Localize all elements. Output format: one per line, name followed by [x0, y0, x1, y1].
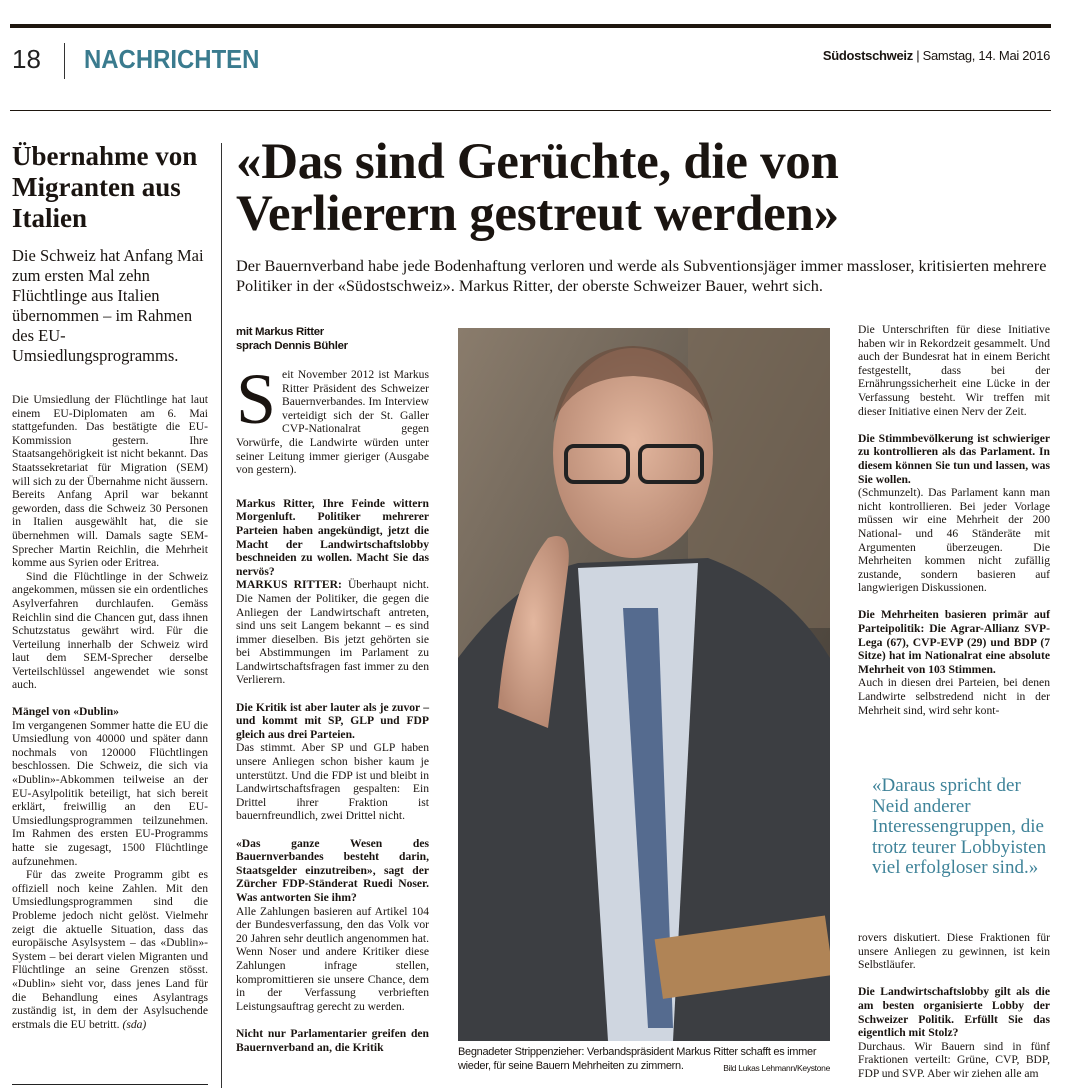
top-rule: [10, 24, 1051, 28]
lead-paragraph: [236, 359, 429, 477]
article-body-col1: [236, 359, 429, 1054]
sidebar-subhead: Mängel von «Dublin»: [12, 705, 119, 719]
answer: (Schmunzelt). Das Parlament kann man nicht kontrollieren. Bei jeder Vorlage müssen wir eine Mehrheit der 200 National- und 46 Ständeräte mit Argumenten überzeugen. Die Mehrheiten kommen nicht zufällig zustande, sondern basieren auf langwierigen Diskussionen.: [858, 486, 1050, 595]
byline: [236, 325, 348, 353]
header-rule: [10, 110, 1051, 111]
paragraph-text: Für das zweite Programm gibt es offiziell noch keine Zahlen. Mit den Umsiedlungsprogrammen sind die Probleme jedoch nicht gelöst. Vielmehr zeigt die aktuelle Situation, dass das europäische Asylsystem – das «Dublin»-System – bei derart vielen Migranten und Flüchtlinge an seine Grenzen stösst. «Dublin» sieht vor, dass jenes Land für die Behandlung eines Asylantrags zuständig ist, in dem der Asylsuchende erstmals die EU betritt.: [12, 868, 208, 1031]
question: Nicht nur Parlamentarier greifen den Bauernverband an, die Kritik: [236, 1026, 429, 1054]
answer: [236, 578, 429, 687]
sidebar-foot-rule: [12, 1084, 208, 1085]
page-number: 18: [12, 44, 41, 74]
pull-quote: «Daraus spricht der Neid anderer Interessengruppen, die trotz teurer Lobbyisten viel erfolgloser sind.»: [872, 775, 1047, 879]
masthead: Südostschweiz | Samstag, 14. Mai 2016: [822, 48, 1050, 63]
article-headline: «Das sind Gerüchte, die von Verlierern gestreut werden»: [236, 134, 839, 242]
lead-text: eit November 2012 ist Markus Ritter Präsident des Schweizer Bauernverbandes. Im Interview verteidigt sich der St. Galler CVP-Nationalrat gegen Vorwürfe, die Landwirte würden unter seiner Leitung immer gieriger (Ausgabe von gestern).: [236, 368, 429, 477]
paragraph: Die Umsiedlung der Flüchtlinge hat laut einem EU-Diplomaten am 6. Mai stattgefunden. Das bestätigte die EU-Kommission gestern. Ihre Staatsangehörigkeit ist nicht bekannt. Das Staatssekretariat für Migration (SEM) will sich zu der Übernahme nicht äussern. Bereits Anfang April war bekannt geworden, dass die Schweiz 30 Personen in Italien ausgewählt hat, die sie übernehmen will. Damals sagte SEM-Sprecher Martin Reichlin, die Mehrheit komme aus Syrien oder Eritrea.: [12, 393, 208, 570]
question: Markus Ritter, Ihre Feinde wittern Morgenluft. Politiker mehrerer Parteien haben angekündigt, jetzt die Macht der Landwirtschaftslobby beschneiden zu wollen. Macht Sie das nervös?: [236, 496, 429, 578]
paragraph: Im vergangenen Sommer hatte die EU die Umsiedlung von 40000 und später dann nochmals von 120000 Flüchtlingen beschlossen. Die Schweiz, die sich via «Dublin»-Abkommen teilweise an der EU-Asylpolitik beteiligt, hat sich bereit erklärt, freiwillig an den EU-Umsiedlungsprogrammen teilzunehmen. Im Rahmen des ersten EU-Programms hatte sie zugesagt, 1500 Flüchtlinge aufzunehmen.: [12, 718, 208, 868]
answer: Auch in diesen drei Parteien, bei denen Landwirte selbstredend nicht in der Mehrheit sind, wird sehr kont-: [858, 676, 1050, 717]
question: Die Kritik ist aber lauter als je zuvor – und kommt mit SP, GLP und FDP gleich aus drei Parteien.: [236, 700, 429, 741]
column-rule: [221, 143, 222, 1088]
question: Die Mehrheiten basieren primär auf Parteipolitik: Die Agrar-Allianz SVP-Lega (67), CVP-EVP (29) und BDP (7 Sitze) hat im Nationalrat eine absolute Mehrheit von 103 Stimmen.: [858, 608, 1050, 676]
section-title: NACHRICHTEN: [84, 44, 260, 74]
photo-caption: [458, 1045, 830, 1075]
sidebar-body: [12, 393, 208, 1031]
photo-portrait: [458, 328, 830, 1041]
answer: Die Unterschriften für diese Initiative haben wir in Rekordzeit gesammelt. Und auch der Bundesrat hat in einem Bericht festgestellt, dass bei der Ernährungssicherheit eine Lücke in der Verfassung besteht. Wir treffen mit dieser Initiative einen Nerv der Zeit.: [858, 323, 1050, 418]
dropcap: S: [236, 359, 277, 439]
publication-name: Südostschweiz: [822, 48, 913, 63]
sidebar-intro: Die Schweiz hat Anfang Mai zum ersten Mal zehn Flüchtlinge aus Italien übernommen – im Rahmen des EU-Umsiedlungsprogramms.: [12, 246, 204, 365]
question: «Das ganze Wesen des Bauernverbandes besteht darin, Staatsgelder einzutreiben», sagt der Zürcher FDP-Ständerat Ruedi Noser. Was antworten Sie ihm?: [236, 836, 429, 904]
byline-line: sprach Dennis Bühler: [236, 340, 348, 352]
article-deck: Der Bauernverband habe jede Bodenhaftung verloren und werde als Subventionsjäger immer massloser, kritisierten mehrere Politiker in der «Südostschweiz». Markus Ritter, der oberste Schweizer Bauer, wehrt sich.: [236, 256, 1047, 295]
byline-line: mit Markus Ritter: [236, 326, 324, 338]
photo-credit: Bild Lukas Lehmann/Keystone: [723, 1063, 830, 1073]
question: Die Stimmbevölkerung ist schwieriger zu kontrollieren als das Parlament. In diesem können Sie tun und lassen, was Sie wollen.: [858, 431, 1050, 486]
caption-text: Begnadeter Strippenzieher: Verbandspräsident Markus Ritter schafft es immer wieder, für seine Bauern Mehrheiten zu zimmern.: [458, 1046, 817, 1072]
question: Die Landwirtschaftslobby gilt als die am besten organisierte Lobby der Schweizer Politik. Erfüllt Sie das eigentlich mit Stolz?: [858, 985, 1050, 1040]
paragraph: [12, 868, 208, 1031]
answer: Durchaus. Wir Bauern sind in fünf Fraktionen verteilt: Grüne, CVP, BDP, FDP und SVP. Aber wir ziehen alle am: [858, 1039, 1050, 1080]
issue-date: Samstag, 14. Mai 2016: [922, 48, 1050, 63]
article-body-col3-cont: [858, 931, 1050, 1081]
source-tag: (sda): [122, 1017, 147, 1031]
answer-text: Überhaupt nicht. Die Namen der Politiker, die gegen die Anliegen der Landwirtschaft antreten, sind uns seit Langem bekannt – es sind immer dieselben. Bis jetzt gehörten sie bei Abstimmungen im Parlament zu Landwirtschaftsfragen fast immer zu den Verlierern.: [236, 578, 429, 687]
article-photo: [458, 328, 830, 1041]
article-body-col3: [858, 323, 1050, 717]
speaker: MARKUS RITTER:: [236, 578, 342, 592]
paragraph: Sind die Flüchtlinge in der Schweiz angekommen, müssen sie ein ordentliches Asylverfahren durchlaufen. Gemäss Reichlin sind die Chancen gut, dass ihnen Schutzstatus gewährt wird. Für die Verteilung innerhalb der Schweiz wird laut dem SEM-Sprecher derselbe Verteilschlüssel angewendet wie sonst auch.: [12, 569, 208, 692]
answer: rovers diskutiert. Diese Fraktionen für unsere Anliegen zu gewinnen, ist kein Selbstläufer.: [858, 931, 1050, 972]
sidebar-title: Übernahme von Migranten aus Italien: [12, 141, 198, 233]
answer: Alle Zahlungen basieren auf Artikel 104 der Bundesverfassung, den das Volk vor 20 Jahren sehr deutlich angenommen hat. Wenn Noser und andere Kritiker diese Zahlungen infrage stellen, kompromittieren sie unsere Chance, dem in der Verfassung verbrieften Leistungsauftrag gerecht zu werden.: [236, 904, 429, 1013]
header-divider: [64, 43, 65, 79]
answer: Das stimmt. Aber SP und GLP haben unsere Anliegen schon bisher kaum je unterstützt. Und die FDP ist und bleibt in Landwirtschaftsfragen gespalten: Ein Drittel ihrer Fraktion ist bauernfreundlich, zwei Drittel nicht.: [236, 741, 429, 823]
